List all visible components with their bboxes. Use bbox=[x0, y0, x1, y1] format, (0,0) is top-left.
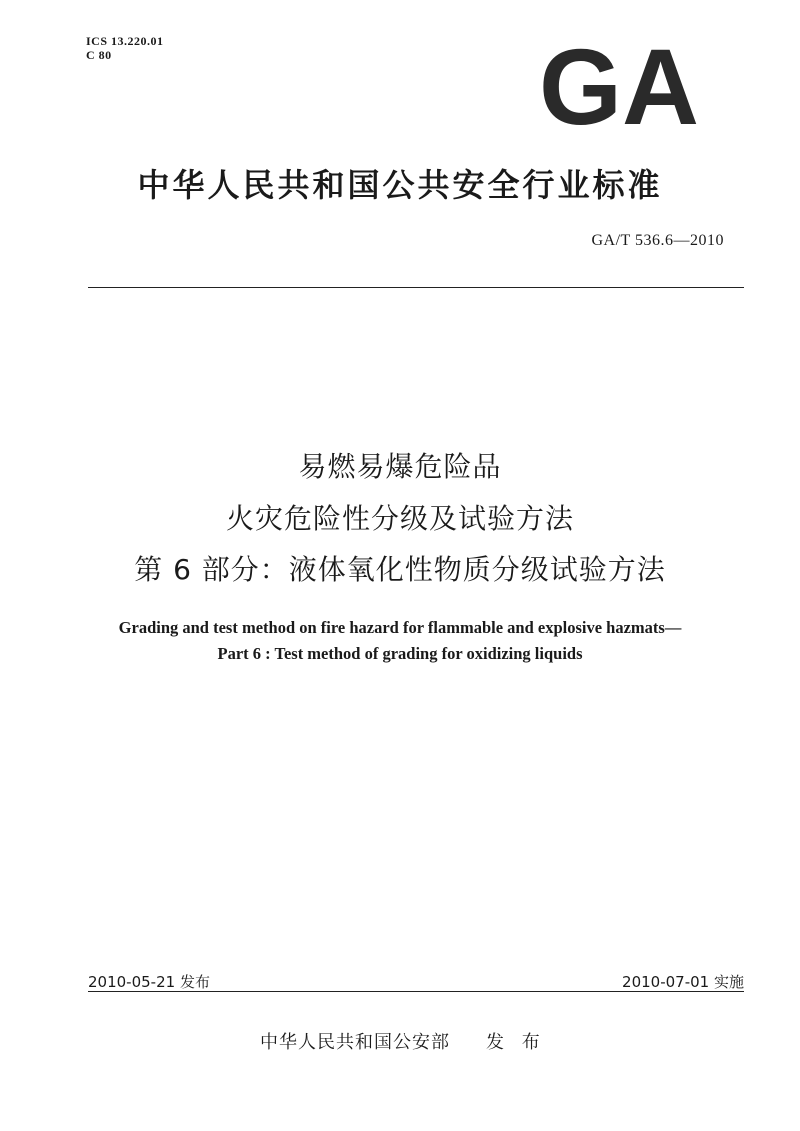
title-zh-line3: 第 6 部分：液体氧化性物质分级试验方法 bbox=[134, 553, 666, 586]
ics-code: ICS 13.220.01 bbox=[86, 34, 164, 48]
ccs-code: C 80 bbox=[86, 48, 112, 62]
publisher-name: 中华人民共和国公安部 bbox=[260, 1032, 450, 1053]
ga-logo bbox=[538, 44, 700, 128]
footer-divider bbox=[88, 991, 744, 992]
title-en-line2: Part 6 : Test method of grading for oxidizing liquids bbox=[217, 644, 583, 663]
issue-date: 2010-05-21 发布 bbox=[88, 973, 210, 991]
title-zh-line2: 火灾危险性分级及试验方法 bbox=[225, 502, 574, 535]
implementation-date: 2010-07-01 实施 bbox=[622, 973, 744, 991]
header-divider bbox=[88, 287, 744, 288]
organization-title: 中华人民共和国公共安全行业标准 bbox=[137, 166, 663, 204]
title-zh-line1: 易燃易爆危险品 bbox=[298, 450, 502, 483]
standard-code: GA/T 536.6—2010 bbox=[591, 232, 724, 249]
title-en-line1: Grading and test method on fire hazard for flammable and explosive hazmats— bbox=[118, 618, 682, 637]
publisher-line bbox=[260, 1028, 546, 1054]
publisher-action: 发 布 bbox=[486, 1032, 546, 1053]
classification-codes bbox=[86, 34, 164, 62]
logo-text: GA bbox=[539, 44, 699, 128]
